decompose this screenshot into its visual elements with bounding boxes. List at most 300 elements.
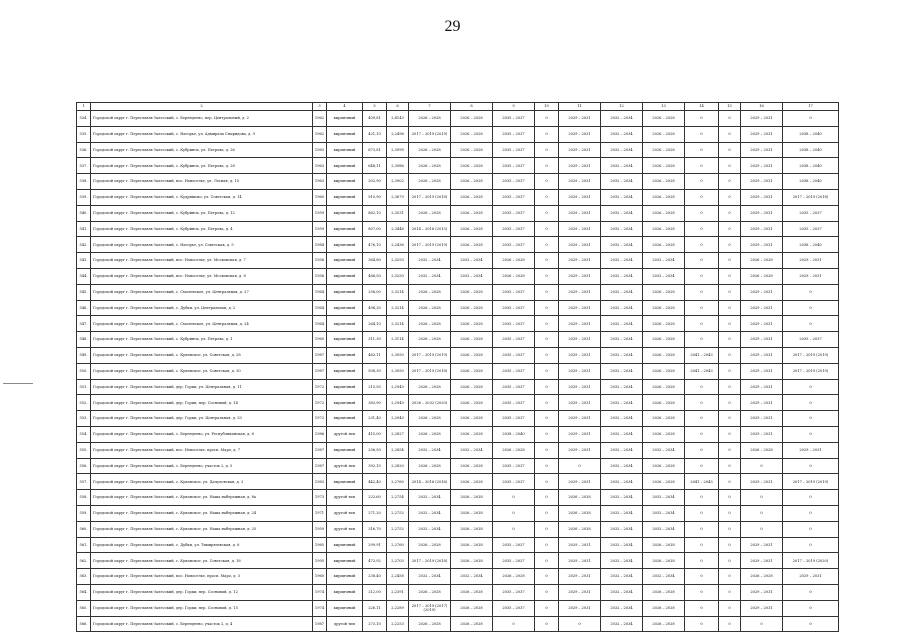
table-cell: 0 bbox=[535, 553, 559, 569]
table-cell: 542. bbox=[77, 237, 91, 253]
table-cell: 2032 – 2034 bbox=[451, 442, 493, 458]
table-cell: 2026 – 2028 bbox=[643, 379, 685, 395]
table-cell: 2029 – 2031 bbox=[559, 268, 601, 284]
table-cell: 0 bbox=[535, 521, 559, 537]
address-cell: Городской округ г. Переславль-Залесский, с. Купанское, ул. Советская, д. 28 bbox=[91, 347, 313, 363]
table-cell: 2026 – 2028 bbox=[451, 521, 493, 537]
table-cell: 2026 – 2028 bbox=[493, 268, 535, 284]
table-cell: 2026 – 2028 bbox=[451, 316, 493, 332]
table-cell: 2032 – 2034 bbox=[409, 442, 451, 458]
table-cell: 2026 – 2028 bbox=[409, 174, 451, 190]
table-cell: 273,10 bbox=[363, 616, 387, 632]
table-cell: 2026 – 2028 bbox=[643, 158, 685, 174]
table-cell: 2029 – 2031 bbox=[559, 158, 601, 174]
column-number: 8 bbox=[451, 103, 493, 111]
table-cell: 2026 – 2028 bbox=[409, 537, 451, 553]
address-cell: Городской округ г. Переславль-Залесский, с. Купанское, ул. Наша набережная, д. 8а bbox=[91, 490, 313, 506]
table-cell: 226,11 bbox=[363, 600, 387, 616]
table-cell: 2029 – 2031 bbox=[741, 395, 783, 411]
table-cell: 557. bbox=[77, 474, 91, 490]
table-cell: 2032 – 2034 bbox=[601, 521, 643, 537]
table-row bbox=[77, 505, 839, 521]
address-cell: Городской округ г. Переславль-Залесский, пос. Новоселье, просп. Маро, д. 3 bbox=[91, 569, 313, 585]
table-cell: 2,2820 bbox=[387, 458, 409, 474]
table-cell: 543. bbox=[77, 253, 91, 269]
table-cell: 409,81 bbox=[363, 111, 387, 127]
table-cell: другой тип bbox=[327, 490, 363, 506]
table-cell: 0 bbox=[719, 111, 741, 127]
table-cell: 256,50 bbox=[363, 442, 387, 458]
table-cell: 2032 – 2034 bbox=[643, 442, 685, 458]
table-cell: 2032 – 2034 bbox=[601, 395, 643, 411]
table-row bbox=[77, 458, 839, 474]
column-number: 2 bbox=[91, 103, 313, 111]
table-cell: 2035 – 2037 bbox=[493, 237, 535, 253]
table-cell: 2026 – 2028 bbox=[643, 189, 685, 205]
table-cell: 0 bbox=[535, 284, 559, 300]
table-cell: 2032 – 2034 bbox=[643, 253, 685, 269]
table-cell: 2029 – 2031 bbox=[559, 426, 601, 442]
table-cell: 0 bbox=[685, 379, 719, 395]
table-cell: 0 bbox=[685, 584, 719, 600]
column-number: 14 bbox=[685, 103, 719, 111]
table-cell: 2026 – 2028 bbox=[409, 426, 451, 442]
table-row bbox=[77, 142, 839, 158]
table-cell: 2,2436 bbox=[387, 237, 409, 253]
table-cell: 2032 – 2034 bbox=[409, 521, 451, 537]
table-cell: 1960 bbox=[313, 332, 327, 348]
table-cell: 2026 – 2028 bbox=[409, 379, 451, 395]
table-cell: 552. bbox=[77, 395, 91, 411]
table-cell: 2017 – 2019 (2018) bbox=[783, 189, 839, 205]
table-cell: 2029 – 2031 bbox=[559, 600, 601, 616]
address-cell: Городской округ г. Переславль-Залесский, с. Берендеево, пер. Центральный, д. 2 bbox=[91, 111, 313, 127]
table-cell: 1956 bbox=[313, 253, 327, 269]
table-cell: 0 bbox=[685, 237, 719, 253]
table-cell: 2,3986 bbox=[387, 158, 409, 174]
table-row bbox=[77, 174, 839, 190]
table-cell: 0 bbox=[535, 300, 559, 316]
table-cell: 2026 – 2028 bbox=[451, 616, 493, 632]
table-cell: 2029 – 2031 bbox=[559, 347, 601, 363]
table-cell: 0 bbox=[685, 600, 719, 616]
table-cell: кирпичный bbox=[327, 569, 363, 585]
table-cell: 550. bbox=[77, 363, 91, 379]
table-cell: 562. bbox=[77, 553, 91, 569]
table-row bbox=[77, 584, 839, 600]
table-cell: 0 bbox=[535, 537, 559, 553]
table-cell: кирпичный bbox=[327, 142, 363, 158]
table-cell: 2,3214 bbox=[387, 284, 409, 300]
table-cell: 2032 – 2034 bbox=[601, 474, 643, 490]
table-cell: 2032 – 2034 bbox=[601, 142, 643, 158]
table-cell: 2029 – 2031 bbox=[741, 363, 783, 379]
table-cell: 2026 – 2028 bbox=[451, 458, 493, 474]
table-cell: 2029 – 2031 bbox=[559, 395, 601, 411]
table-cell: 2029 – 2031 bbox=[559, 569, 601, 585]
address-cell: Городской округ г. Переславль-Залесский, с. Дубки, ул. Центральная, д. 2 bbox=[91, 300, 313, 316]
table-cell: 1972 bbox=[313, 395, 327, 411]
table-cell: 2026 – 2028 bbox=[643, 205, 685, 221]
table-cell: 2017 – 2019 (2019) bbox=[783, 363, 839, 379]
table-cell: 558. bbox=[77, 490, 91, 506]
table-cell: 0 bbox=[719, 458, 741, 474]
table-cell: 2026 – 2028 bbox=[409, 584, 451, 600]
table-row bbox=[77, 284, 839, 300]
column-number: 3 bbox=[313, 103, 327, 111]
table-cell: 2026 – 2028 bbox=[643, 584, 685, 600]
table-cell: 0 bbox=[493, 521, 535, 537]
address-cell: Городской округ г. Переславль-Залесский, с. Смоленское, ул. Центральная, д. 24 bbox=[91, 316, 313, 332]
table-cell: 0 bbox=[783, 426, 839, 442]
table-cell: 2029 – 2031 bbox=[559, 553, 601, 569]
table-cell: 1985 bbox=[313, 537, 327, 553]
table-cell: 2029 – 2031 bbox=[741, 316, 783, 332]
table-cell: 1973 bbox=[313, 490, 327, 506]
table-cell: 563. bbox=[77, 569, 91, 585]
table-cell: 0 bbox=[685, 174, 719, 190]
table-cell: 553. bbox=[77, 411, 91, 427]
table-cell: 2026 – 2028 bbox=[451, 505, 493, 521]
table-cell: 0 bbox=[535, 126, 559, 142]
table-cell: 2029 – 2031 bbox=[559, 442, 601, 458]
table-cell: 2,2854 bbox=[387, 442, 409, 458]
table-cell: кирпичный bbox=[327, 316, 363, 332]
table-cell: 555. bbox=[77, 442, 91, 458]
table-cell: 2026 – 2028 bbox=[409, 205, 451, 221]
table-cell: 2026 – 2032 (2020) bbox=[409, 395, 451, 411]
table-cell: 2026 – 2028 bbox=[409, 616, 451, 632]
table-row bbox=[77, 189, 839, 205]
table-cell: 2017 – 2019 (2019) bbox=[409, 347, 451, 363]
table-cell: 673,81 bbox=[363, 142, 387, 158]
table-cell: 0 bbox=[719, 600, 741, 616]
table-cell: 0 bbox=[783, 521, 839, 537]
table-cell: 2026 – 2028 bbox=[643, 600, 685, 616]
table-cell: 2032 – 2034 bbox=[601, 426, 643, 442]
table-row bbox=[77, 347, 839, 363]
table-cell: 2014 – 2016 (2015) bbox=[409, 221, 451, 237]
table-cell: 2035 – 2037 bbox=[783, 205, 839, 221]
table-cell: 2026 – 2028 bbox=[409, 411, 451, 427]
table-cell: 1959 bbox=[313, 521, 327, 537]
table-cell: 2029 – 2031 bbox=[741, 284, 783, 300]
table-cell: 0 bbox=[685, 158, 719, 174]
table-cell: 2032 – 2034 bbox=[601, 189, 643, 205]
table-cell: 2,2752 bbox=[387, 521, 409, 537]
table-cell: другой тип bbox=[327, 521, 363, 537]
table-cell: 537. bbox=[77, 158, 91, 174]
column-number: 4 bbox=[327, 103, 363, 111]
table-cell: 0 bbox=[685, 316, 719, 332]
table-cell: 0 bbox=[535, 363, 559, 379]
table-cell: 2026 – 2028 bbox=[643, 332, 685, 348]
table-cell: 258,00 bbox=[363, 284, 387, 300]
table-cell: 0 bbox=[719, 521, 741, 537]
address-cell: Городской округ г. Переславль-Залесский, с. Кубринск, ул. Петрова, д. 1 bbox=[91, 332, 313, 348]
table-row bbox=[77, 537, 839, 553]
table-cell: 0 bbox=[685, 521, 719, 537]
table-cell: 2029 – 2031 bbox=[741, 553, 783, 569]
table-cell: 2,3050 bbox=[387, 363, 409, 379]
table-cell: 2032 – 2034 bbox=[601, 300, 643, 316]
table-cell: 1987 bbox=[313, 458, 327, 474]
table-cell: 2026 – 2028 bbox=[643, 316, 685, 332]
table-cell: 2032 – 2034 bbox=[451, 268, 493, 284]
table-cell: 0 bbox=[719, 426, 741, 442]
table-cell: 0 bbox=[535, 174, 559, 190]
table-cell: 2035 – 2037 bbox=[493, 158, 535, 174]
address-cell: Городской округ г. Переславль-Залесский, с. Кудряшово, ул. Советская, д. 14 bbox=[91, 189, 313, 205]
table-cell: 2032 – 2034 bbox=[409, 490, 451, 506]
table-cell: 0 bbox=[719, 284, 741, 300]
table-cell: 2032 – 2034 bbox=[409, 505, 451, 521]
table-cell: 0 bbox=[741, 505, 783, 521]
table-cell: 0 bbox=[719, 221, 741, 237]
table-cell: 2029 – 2031 bbox=[559, 300, 601, 316]
table-cell: 0 bbox=[685, 300, 719, 316]
table-cell: 2029 – 2031 bbox=[559, 126, 601, 142]
table-cell: 2032 – 2034 bbox=[601, 347, 643, 363]
table-cell: 2032 – 2034 bbox=[601, 600, 643, 616]
table-cell: 2032 – 2034 bbox=[643, 569, 685, 585]
table-cell: 222,60 bbox=[363, 490, 387, 506]
table-cell: 264,10 bbox=[363, 316, 387, 332]
table-cell: 0 bbox=[719, 158, 741, 174]
table-cell: 2026 – 2028 bbox=[451, 111, 493, 127]
table-cell: 2,2940 bbox=[387, 411, 409, 427]
table-cell: 2026 – 2028 bbox=[643, 300, 685, 316]
address-cell: Городской округ г. Переславль-Залесский, с. Купанское, ул. Советская, д. 16 bbox=[91, 553, 313, 569]
table-cell: 2,2752 bbox=[387, 505, 409, 521]
table-cell: 2038 – 2040 bbox=[783, 158, 839, 174]
table-cell: 2026 – 2028 bbox=[451, 490, 493, 506]
table-cell: 231,40 bbox=[363, 411, 387, 427]
table-cell: 2026 – 2028 bbox=[741, 253, 783, 269]
table-cell: 0 bbox=[719, 537, 741, 553]
table-cell: 2,2703 bbox=[387, 553, 409, 569]
address-cell: Городской округ г. Переславль-Залесский, с. Берендеево, участок 2, д. 4 bbox=[91, 616, 313, 632]
table-cell: 2038 – 2040 bbox=[783, 126, 839, 142]
table-cell: 2032 – 2034 bbox=[409, 253, 451, 269]
table-cell: 2,2940 bbox=[387, 395, 409, 411]
table-cell: 2029 – 2031 bbox=[559, 363, 601, 379]
table-cell: 0 bbox=[719, 205, 741, 221]
table-cell: 0 bbox=[535, 411, 559, 427]
table-cell: 1971 bbox=[313, 505, 327, 521]
table-cell: 2035 – 2037 bbox=[493, 174, 535, 190]
table-cell: 2032 – 2034 bbox=[601, 490, 643, 506]
table-cell: 564. bbox=[77, 584, 91, 600]
table-cell: 2032 – 2034 bbox=[451, 569, 493, 585]
table-cell: 2026 – 2028 bbox=[451, 426, 493, 442]
table-cell: 316,70 bbox=[363, 521, 387, 537]
table-cell: 215,93 bbox=[363, 379, 387, 395]
table-cell: 2026 – 2028 bbox=[643, 411, 685, 427]
table-cell: 0 bbox=[535, 158, 559, 174]
table-cell: 2026 – 2028 bbox=[409, 142, 451, 158]
table-cell: 534. bbox=[77, 111, 91, 127]
table-cell: 0 bbox=[535, 505, 559, 521]
table-cell: 2029 – 2031 bbox=[559, 284, 601, 300]
table-cell: 1986 bbox=[313, 426, 327, 442]
table-cell: 2026 – 2028 bbox=[559, 490, 601, 506]
table-cell: 544. bbox=[77, 268, 91, 284]
table-cell: 0 bbox=[783, 537, 839, 553]
table-cell: 547. bbox=[77, 316, 91, 332]
table-cell: 2035 – 2037 bbox=[493, 584, 535, 600]
table-row bbox=[77, 332, 839, 348]
table-cell: 0 bbox=[783, 584, 839, 600]
table-cell: 1959 bbox=[313, 205, 327, 221]
table-cell: 2032 – 2034 bbox=[601, 126, 643, 142]
address-cell: Городской округ г. Переславль-Залесский, с. Купанское, ул. Дачуловская, д. 3 bbox=[91, 474, 313, 490]
table-cell: 0 bbox=[783, 458, 839, 474]
table-cell: 2035 – 2037 bbox=[493, 363, 535, 379]
table-cell: кирпичный bbox=[327, 158, 363, 174]
table-cell: 2026 – 2028 bbox=[493, 569, 535, 585]
table-cell: 2029 – 2031 bbox=[741, 126, 783, 142]
column-number: 6 bbox=[387, 103, 409, 111]
table-cell: 1962 bbox=[313, 111, 327, 127]
table-cell: 2032 – 2034 bbox=[601, 411, 643, 427]
table-cell: 2032 – 2034 bbox=[601, 158, 643, 174]
table-cell: 2026 – 2028 bbox=[409, 111, 451, 127]
table-cell: 1983 bbox=[313, 142, 327, 158]
table-cell: 2035 – 2037 bbox=[493, 411, 535, 427]
table-cell: 2,2827 bbox=[387, 426, 409, 442]
column-number: 10 bbox=[535, 103, 559, 111]
table-cell: 2035 – 2037 bbox=[493, 537, 535, 553]
table-row bbox=[77, 521, 839, 537]
table-cell: 548. bbox=[77, 332, 91, 348]
table-cell: 2032 – 2034 bbox=[643, 521, 685, 537]
table-cell: 2032 – 2034 bbox=[451, 253, 493, 269]
table-cell: 0 bbox=[685, 268, 719, 284]
table-cell: кирпичный bbox=[327, 411, 363, 427]
table-cell: 2035 – 2037 bbox=[493, 474, 535, 490]
table-cell: 2026 – 2028 bbox=[559, 505, 601, 521]
table-cell: 0 bbox=[719, 363, 741, 379]
address-cell: Городской округ г. Переславль-Залесский, пос. Новоселье, просп. Маро, д. 7 bbox=[91, 442, 313, 458]
table-cell: 2029 – 2031 bbox=[783, 268, 839, 284]
table-cell: 2029 – 2031 bbox=[559, 316, 601, 332]
table-cell: 496,30 bbox=[363, 300, 387, 316]
table-cell: 2029 – 2031 bbox=[741, 205, 783, 221]
table-cell: 0 bbox=[783, 616, 839, 632]
column-number: 1 bbox=[77, 103, 91, 111]
table-cell: 2026 – 2028 bbox=[451, 347, 493, 363]
table-cell: 2032 – 2034 bbox=[409, 268, 451, 284]
table-cell: 1972 bbox=[313, 379, 327, 395]
table-cell: кирпичный bbox=[327, 189, 363, 205]
table-cell: 0 bbox=[685, 505, 719, 521]
table-cell: 2029 – 2031 bbox=[741, 142, 783, 158]
table-row bbox=[77, 569, 839, 585]
table-cell: 2029 – 2031 bbox=[741, 474, 783, 490]
table-cell: 0 bbox=[719, 395, 741, 411]
table-cell: 2029 – 2031 bbox=[741, 347, 783, 363]
table-cell: кирпичный bbox=[327, 537, 363, 553]
table-cell: 1972 bbox=[313, 411, 327, 427]
address-cell: Городской округ г. Переславль-Залесский, дер. Горки, ул. Центральная, д. 11 bbox=[91, 379, 313, 395]
table-cell: 0 bbox=[685, 284, 719, 300]
table-cell: 2029 – 2031 bbox=[741, 221, 783, 237]
table-cell: 545. bbox=[77, 284, 91, 300]
table-cell: 2026 – 2028 bbox=[451, 158, 493, 174]
table-cell: 0 bbox=[783, 111, 839, 127]
table-cell: 2,3679 bbox=[387, 189, 409, 205]
address-cell: Городской округ г. Переславль-Залесский, дер. Горки, ул. Центральная, д. 33 bbox=[91, 411, 313, 427]
table-cell: 2,3214 bbox=[387, 316, 409, 332]
address-cell: Городской округ г. Переславль-Залесский, с. Берендеево, участок 2, д. 5 bbox=[91, 458, 313, 474]
table-row bbox=[77, 553, 839, 569]
table-cell: 442,40 bbox=[363, 474, 387, 490]
table-cell: кирпичный bbox=[327, 363, 363, 379]
table-cell: 0 bbox=[719, 474, 741, 490]
table-cell: 2,3531 bbox=[387, 205, 409, 221]
table-cell: кирпичный bbox=[327, 253, 363, 269]
table-cell: 2014 – 2016 (2016) bbox=[409, 474, 451, 490]
table-cell: 556. bbox=[77, 458, 91, 474]
table-cell: 2026 – 2028 bbox=[451, 537, 493, 553]
table-cell: 2035 – 2037 bbox=[493, 142, 535, 158]
table-cell: 0 bbox=[535, 584, 559, 600]
table-cell: 0 bbox=[535, 616, 559, 632]
table-cell: 2041 – 2043 bbox=[685, 474, 719, 490]
table-cell: 2029 – 2031 bbox=[783, 253, 839, 269]
table-cell: 2032 – 2034 bbox=[601, 363, 643, 379]
table-cell: 2035 – 2037 bbox=[783, 221, 839, 237]
table-cell: 0 bbox=[783, 505, 839, 521]
table-cell: 2026 – 2028 bbox=[643, 126, 685, 142]
table-cell: 2032 – 2034 bbox=[601, 284, 643, 300]
table-cell: 2017 – 2019 (2018) bbox=[409, 189, 451, 205]
table-cell: 2029 – 2031 bbox=[559, 111, 601, 127]
column-number: 7 bbox=[409, 103, 451, 111]
table-cell: 0 bbox=[783, 411, 839, 427]
address-cell: Городской округ г. Переславль-Залесский, с. Купанское, ул. Наша набережная, д. 25 bbox=[91, 521, 313, 537]
table-row bbox=[77, 616, 839, 632]
table-cell: 1987 bbox=[313, 442, 327, 458]
table-cell: 2029 – 2031 bbox=[741, 189, 783, 205]
table-cell: 473,92 bbox=[363, 553, 387, 569]
page-number: 29 bbox=[444, 18, 461, 35]
table-cell: 2029 – 2031 bbox=[559, 142, 601, 158]
column-number: 16 bbox=[741, 103, 783, 111]
table-cell: 2029 – 2031 bbox=[559, 474, 601, 490]
table-cell: 0 bbox=[741, 616, 783, 632]
table-row bbox=[77, 363, 839, 379]
table-row bbox=[77, 316, 839, 332]
table-cell: 2026 – 2028 bbox=[451, 221, 493, 237]
table-cell: 2032 – 2034 bbox=[601, 537, 643, 553]
table-cell: 2041 – 2043 bbox=[685, 347, 719, 363]
table-cell: 1964 bbox=[313, 300, 327, 316]
table-cell: 2032 – 2034 bbox=[601, 505, 643, 521]
address-cell: Городской округ г. Переславль-Залесский, с. Купанское, ул. Советская, д. 30 bbox=[91, 363, 313, 379]
table-cell: 0 bbox=[535, 379, 559, 395]
table-cell: кирпичный bbox=[327, 237, 363, 253]
table-cell: 2032 – 2034 bbox=[601, 111, 643, 127]
table-row bbox=[77, 221, 839, 237]
table-cell: 2029 – 2031 bbox=[741, 537, 783, 553]
table-cell: кирпичный bbox=[327, 395, 363, 411]
table-cell: 0 bbox=[685, 569, 719, 585]
table-cell: 2,3448 bbox=[387, 221, 409, 237]
table-cell: 2,2760 bbox=[387, 537, 409, 553]
table-row bbox=[77, 442, 839, 458]
